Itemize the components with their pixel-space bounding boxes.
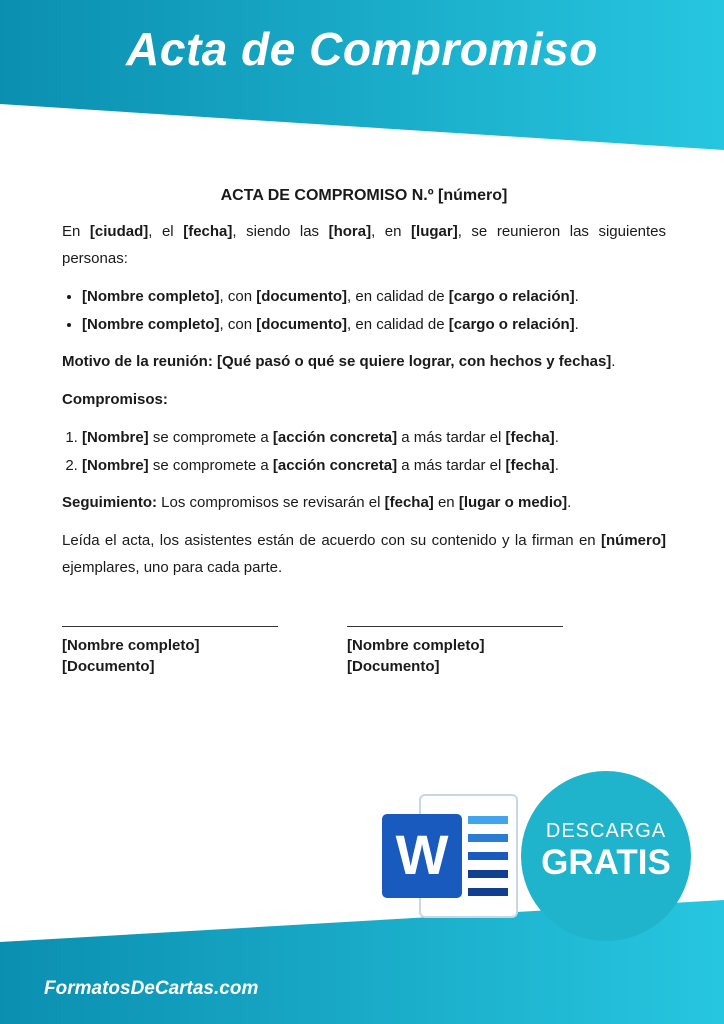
text-run: se compromete a: [148, 429, 273, 446]
document-title: ACTA DE COMPROMISO N.º [número]: [220, 187, 508, 204]
word-icon[interactable]: [380, 792, 520, 920]
text-run: .: [554, 429, 559, 446]
motive-paragraph: [62, 348, 666, 375]
signature-section: [62, 626, 666, 686]
text-run: en: [433, 494, 459, 511]
document-body: [62, 182, 666, 592]
attendee-item: [82, 283, 666, 310]
placeholder-field: Motivo de la reunión: [Qué pasó o qué se quiere lograr, con hechos y fechas]: [62, 353, 612, 370]
placeholder-field: [fecha]: [183, 223, 233, 240]
placeholder-field: [lugar o medio]: [458, 494, 568, 511]
placeholder-field: [acción concreta]: [272, 429, 398, 446]
placeholder-field: [fecha]: [505, 457, 555, 474]
commitment-item: [82, 452, 666, 479]
placeholder-field: Seguimiento:: [62, 494, 158, 511]
text-run: , con: [219, 316, 257, 333]
text-run: Los compromisos se revisarán el: [157, 494, 385, 511]
signature-document: [Documento]: [62, 658, 155, 675]
text-run: .: [567, 494, 572, 511]
placeholder-field: [número]: [601, 532, 666, 549]
followup-paragraph: [62, 489, 666, 516]
text-run: , el: [148, 223, 184, 240]
signature-document: [Documento]: [347, 658, 440, 675]
text-run: a más tardar el: [397, 457, 506, 474]
text-run: , en calidad de: [347, 288, 449, 305]
attendee-item: [82, 311, 666, 338]
commitment-list: [62, 424, 666, 479]
attendee-list: [62, 283, 666, 338]
placeholder-field: [cargo o relación]: [448, 288, 575, 305]
placeholder-field: [Nombre]: [82, 429, 149, 446]
intro-paragraph: [62, 218, 666, 272]
footer-site-link[interactable]: FormatosDeCartas.com: [44, 978, 259, 999]
badge-line-1: DESCARGA: [545, 820, 667, 842]
signature-name: [Nombre completo]: [347, 637, 485, 654]
text-run: .: [574, 288, 579, 305]
text-run: , se reunieron las siguientes personas:: [62, 223, 667, 267]
signature-block: [347, 626, 563, 677]
signature-name: [Nombre completo]: [62, 637, 200, 654]
word-icon-letter: W: [395, 823, 449, 886]
commitments-heading: Compromisos:: [62, 391, 168, 408]
text-run: , en: [371, 223, 412, 240]
text-run: , siendo las: [232, 223, 329, 240]
text-run: , en calidad de: [347, 316, 449, 333]
placeholder-field: [documento]: [256, 288, 348, 305]
placeholder-field: [lugar]: [411, 223, 458, 240]
commitment-item: [82, 424, 666, 451]
text-run: se compromete a: [148, 457, 273, 474]
placeholder-field: [hora]: [328, 223, 372, 240]
text-run: .: [574, 316, 579, 333]
text-run: , con: [219, 288, 257, 305]
text-run: .: [554, 457, 559, 474]
placeholder-field: [Nombre completo]: [82, 316, 220, 333]
text-run: ejemplares, uno para cada parte.: [62, 559, 283, 576]
placeholder-field: [acción concreta]: [272, 457, 398, 474]
placeholder-field: [cargo o relación]: [448, 316, 575, 333]
closing-paragraph: [62, 527, 666, 581]
placeholder-field: [Nombre]: [82, 457, 149, 474]
signature-line: [62, 626, 278, 627]
text-run: a más tardar el: [397, 429, 506, 446]
placeholder-field: [ciudad]: [89, 223, 149, 240]
download-badge[interactable]: [521, 771, 691, 941]
page-title: Acta de Compromiso: [126, 23, 598, 75]
placeholder-field: [documento]: [256, 316, 348, 333]
text-run: .: [611, 353, 616, 370]
placeholder-field: [Nombre completo]: [82, 288, 220, 305]
signature-block: [62, 626, 278, 677]
text-run: Leída el acta, los asistentes están de acuerdo con su contenido y la firman en: [62, 532, 601, 549]
text-run: En: [62, 223, 90, 240]
badge-line-2: GRATIS: [541, 843, 671, 882]
placeholder-field: [fecha]: [505, 429, 555, 446]
signature-line: [347, 626, 563, 627]
placeholder-field: [fecha]: [384, 494, 434, 511]
